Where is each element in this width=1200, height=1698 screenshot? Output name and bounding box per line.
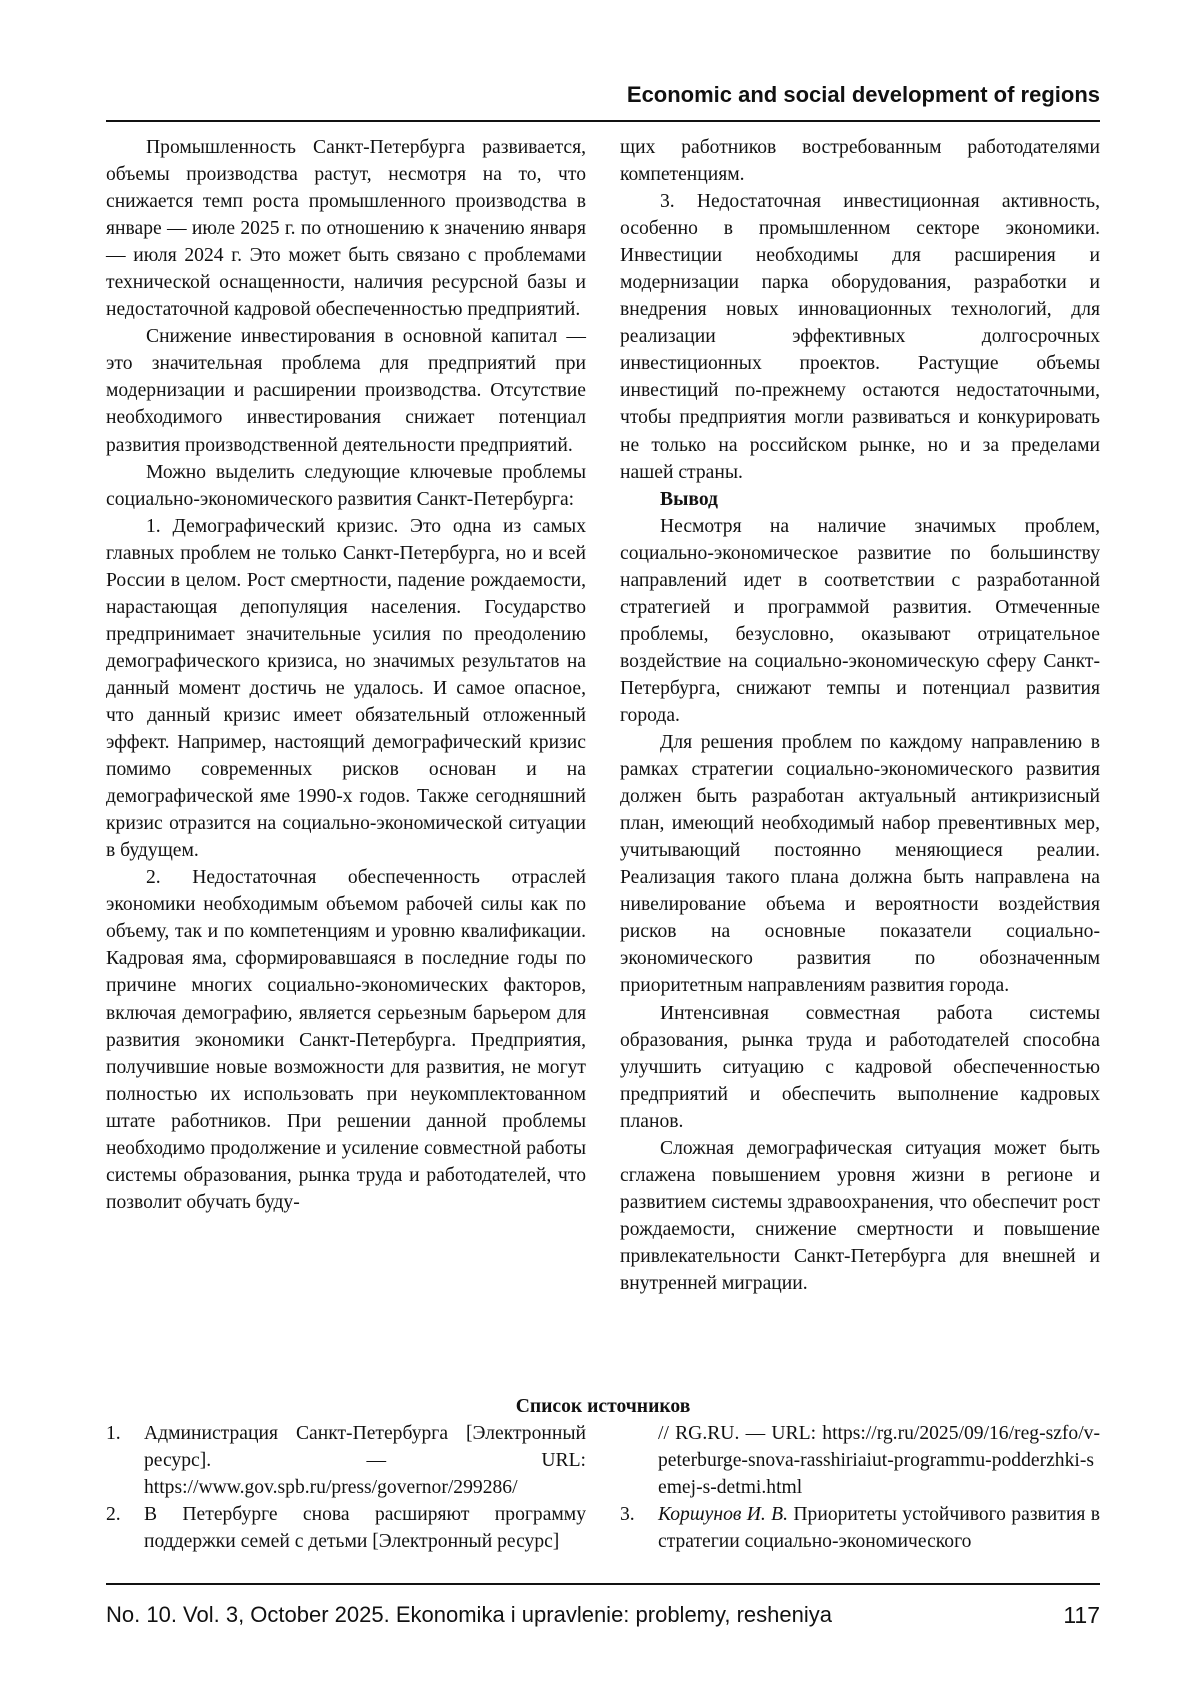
page-number: 117 — [1063, 1602, 1100, 1628]
paragraph: Снижение инвестирования в основной капитал — это значительная проблема для предприятий при модернизации и расширении производства. Отсутствие необходимого инвестирования снижает потенциал развития производственной деятельности предприятий. — [106, 326, 586, 456]
reference-text: В Петербурге снова расширяют программу поддержки семей с детьми [Электронный ресурс] — [144, 1504, 586, 1553]
reference-item — [106, 1420, 586, 1501]
list-paragraph: 2. Недостаточная обеспеченность отраслей экономики необходимым объемом рабочей силы как по объему, так и по компетенциям и уровню квалификации. Кадровая яма, сформировавшаяся в последние годы по причине многих социально-экономических факторов, включая демографию, является серьезным барьером для развития экономики Санкт-Петербурга. Предприятия, получившие новые возможности для развития, не могут полностью их использовать при неукомплектованном штате работников. При решении данной проблемы необходимо продолжение и усиление совместной работы системы образования, рынка труда и работодателей, что позволит обучать буду- — [106, 867, 586, 1213]
reference-item — [106, 1501, 586, 1555]
list-paragraph: 3. Недостаточная инвестиционная активность, особенно в промышленном секторе экономики. Инвестиции необходимы для расширения и модернизации парка оборудования, разработки и внедрения новых инновационных технологий, для реализации эффективных долгосрочных инвестиционных проектов. Растущие объемы инвестиций по-прежнему остаются недостаточными, чтобы предприятия могли развиваться и конкурировать не только на российском рынке, но и за пределами нашей страны. — [620, 191, 1100, 483]
header-rule — [106, 120, 1100, 122]
list-paragraph: 1. Демографический кризис. Это одна из самых главных проблем не только Санкт-Петербурга, но и всей России в целом. Рост смертности, падение рождаемости, нарастающая депопуляция населения. Государство предпринимает значительные усилия по преодолению демографического кризиса, но значимых результатов на данный момент достичь не удалось. И самое опасное, что данный кризис имеет обязательный отложенный эффект. Например, настоящий демографический кризис помимо современных рисков основан и на демографической яме 1990-х годов. Также сегодняшний кризис отразится на социально-экономической ситуации в будущем. — [106, 515, 586, 862]
reference-continuation — [620, 1420, 1100, 1501]
reference-number: 2. — [106, 1504, 121, 1526]
right-column — [620, 134, 1100, 1297]
references-left — [106, 1420, 586, 1555]
paragraph: Интенсивная совместная работа системы образования, рынка труда и работодателей способна улучшить ситуацию с кадровой обеспеченностью предприятий и обеспечить выполнение кадровых планов. — [620, 1002, 1100, 1132]
paragraph: Для решения проблем по каждому направлению в рамках стратегии социально-экономического развития должен быть разработан актуальный антикризисный план, имеющий необходимый набор превентивных мер, учитывающий постоянно меняющиеся реалии. Реализация такого плана должна быть направлена на нивелирование объема и вероятности воздействия рисков на основные показатели социально-экономического развития по обозначенным приоритетным направлениям развития города. — [620, 732, 1100, 997]
reference-text: Администрация Санкт-Петербурга [Электронный ресурс]. — URL: https://www.gov.spb.ru/press/governor/299286/ — [144, 1423, 586, 1499]
reference-text — [658, 1501, 1100, 1555]
paragraph: Промышленность Санкт-Петербурга развивается, объемы производства растут, несмотря на то, что снижается темп роста промышленного производства в январе — июле 2025 г. по отношению к значению января — июля 2024 г. Это может быть связано с проблемами технической оснащенности, наличия ресурсной базы и недостаточной кадровой обеспеченностью предприятий. — [106, 137, 586, 321]
paragraph-continuation: щих работников востребованным работодателями компетенциям. — [620, 137, 1100, 186]
references-right — [620, 1420, 1100, 1555]
reference-item — [620, 1501, 1100, 1555]
reference-title: Приоритеты устойчивого развития в стратегии социально-экономического — [658, 1504, 1100, 1553]
reference-number: 3. — [620, 1504, 635, 1526]
paragraph: Можно выделить следующие ключевые проблемы социально-экономического развития Санкт-Петербурга: — [106, 461, 586, 510]
left-column — [106, 134, 586, 1216]
section-heading: Вывод — [660, 488, 718, 510]
paragraph: Сложная демографическая ситуация может быть сглажена повышением уровня жизни в регионе и развитием системы здравоохранения, что обеспечит рост рождаемости, снижение смертности и повышение привлекательности Санкт-Петербурга для внешней и внутренней миграции. — [620, 1137, 1100, 1294]
paragraph: Несмотря на наличие значимых проблем, социально-экономическое развитие по большинству направлений идет в соответствии с разработанной стратегией и программой развития. Отмеченные проблемы, безусловно, оказывают отрицательное воздействие на социально-экономическую сферу Санкт-Петербурга, снижают темпы и потенциал развития города. — [620, 515, 1100, 726]
running-header: Economic and social development of regions — [626, 82, 1100, 107]
reference-number: 1. — [106, 1423, 121, 1444]
reference-text: // RG.RU. — URL: https://rg.ru/2025/09/16/reg-szfo/v-peterburge-snova-rasshiriaiut-programmu-podderzhki-semej-s-detmi.html — [658, 1423, 1100, 1499]
references-title: Список источников — [515, 1396, 691, 1417]
footer-rule — [106, 1583, 1100, 1585]
reference-author: Коршунов И. В. — [658, 1504, 789, 1526]
page-footer — [106, 1600, 1100, 1630]
journal-citation: No. 10. Vol. 3, October 2025. Ekonomika i upravlenie: problemy, resheniya — [106, 1602, 832, 1627]
